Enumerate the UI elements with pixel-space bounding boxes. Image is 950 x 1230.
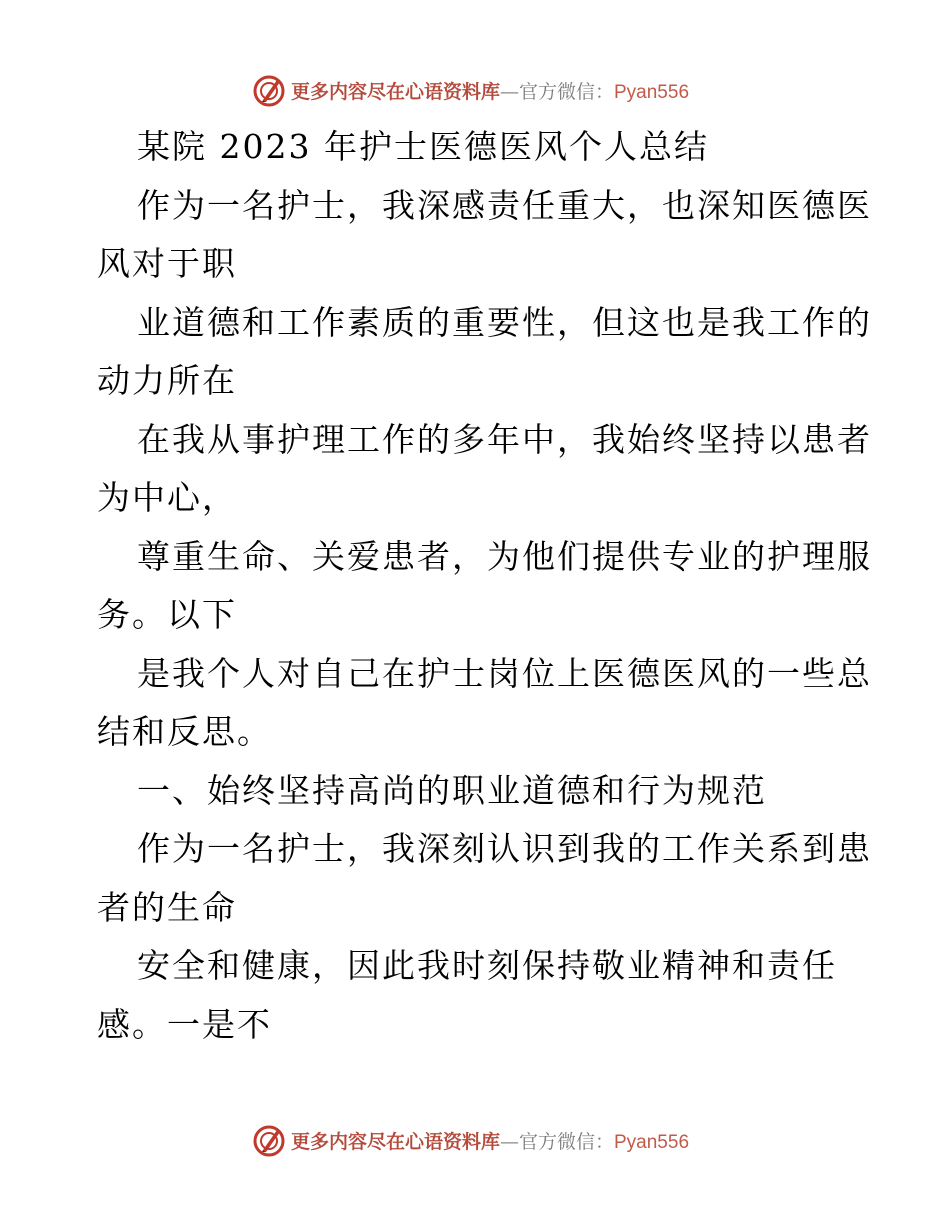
pen-logo-icon — [251, 1122, 287, 1158]
text-line: 安全和健康，因此我时刻保持敬业精神和责任 — [137, 946, 837, 985]
banner-separator: — — [499, 80, 519, 103]
text-line: 作为一名护士，我深刻认识到我的工作关系到患 — [137, 829, 872, 868]
text-line: 务。以下 — [97, 595, 237, 634]
text-line: 感。一是不 — [97, 1004, 272, 1044]
text-line: 者的生命 — [97, 887, 237, 927]
section-heading: 一、始终坚持高尚的职业道德和行为规范 — [137, 770, 767, 810]
pen-logo-icon — [251, 72, 287, 108]
text-line: 业道德和工作素质的重要性，但这也是我工作的 — [137, 302, 872, 342]
banner-wechat-label: 官方微信： — [518, 1130, 614, 1153]
text-line: 为中心， — [97, 478, 237, 517]
banner-wechat-label: 官方微信： — [518, 80, 614, 103]
text-line: 动力所在 — [97, 361, 237, 400]
banner-separator: — — [499, 1130, 519, 1153]
banner-brand-text: 更多内容尽在心语资料库 — [290, 1130, 500, 1153]
document-body — [97, 118, 872, 1054]
text-line: 在我从事护理工作的多年中，我始终坚持以患者 — [137, 419, 872, 459]
banner-brand-text: 更多内容尽在心语资料库 — [290, 80, 500, 103]
banner-wechat-id: Pyan556 — [614, 1131, 690, 1153]
footer-banner — [0, 1120, 950, 1160]
text-line: 是我个人对自己在护士岗位上医德医风的一些总 — [137, 653, 872, 693]
text-line: 结和反思。 — [97, 712, 272, 751]
text-line: 作为一名护士，我深感责任重大，也深知医德医 — [137, 185, 872, 225]
text-line: 尊重生命、关爱患者，为他们提供专业的护理服 — [137, 536, 872, 576]
document-title: 某院 2023 年护士医德医风个人总结 — [137, 127, 709, 166]
banner-wechat-id: Pyan556 — [614, 81, 690, 103]
header-banner — [0, 70, 950, 110]
text-line: 风对于职 — [97, 244, 237, 283]
